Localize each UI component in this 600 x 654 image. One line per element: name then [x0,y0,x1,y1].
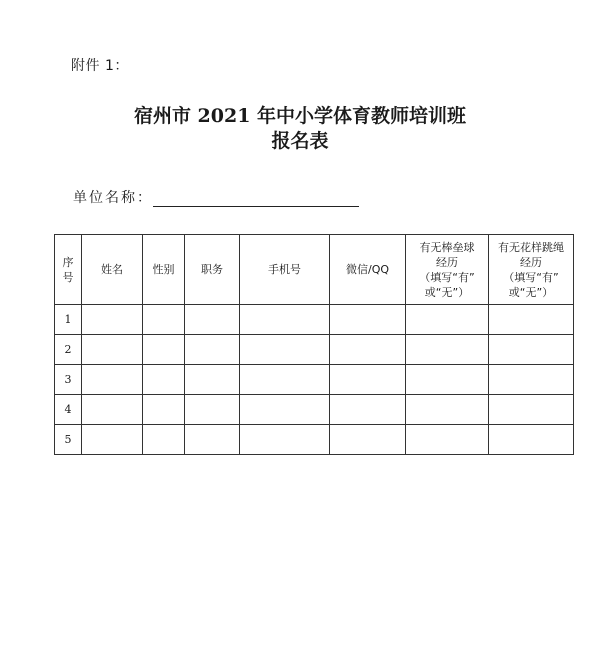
table-cell[interactable] [240,305,330,335]
table-row [55,335,574,365]
form-title-line2: 报名表 [271,130,329,152]
table-cell[interactable] [240,335,330,365]
table-cell[interactable] [143,335,185,365]
registration-table [54,234,574,455]
table-cell[interactable] [330,365,406,395]
table-row [55,425,574,455]
table-cell[interactable] [406,425,489,455]
row-index: 1 [55,305,82,335]
row-index: 4 [55,395,82,425]
table-cell[interactable] [143,365,185,395]
table-cell[interactable] [240,395,330,425]
table-row [55,365,574,395]
table-cell[interactable] [82,425,143,455]
header-wechat-qq: 微信/QQ [330,235,406,305]
table-cell[interactable] [330,335,406,365]
table-cell[interactable] [185,395,240,425]
table-cell[interactable] [240,365,330,395]
header-baseball-experience: 有无棒垒球 经历 （填写“有” 或“无”） [406,235,489,305]
table-cell[interactable] [406,365,489,395]
header-name: 姓名 [82,235,143,305]
form-title-line1: 宿州市 2021 年中小学体育教师培训班 [133,105,467,127]
table-cell[interactable] [185,305,240,335]
table-cell[interactable] [406,305,489,335]
table-cell[interactable] [143,305,185,335]
table-cell[interactable] [330,305,406,335]
table-cell[interactable] [143,425,185,455]
table-cell[interactable] [185,425,240,455]
table-header-row [55,235,574,305]
table-cell[interactable] [240,425,330,455]
form-title [0,104,600,154]
table-cell[interactable] [185,335,240,365]
table-cell[interactable] [82,395,143,425]
table-body [55,305,574,455]
header-rope-skipping-experience: 有无花样跳绳 经历 （填写“有” 或“无”） [489,235,574,305]
header-phone: 手机号 [240,235,330,305]
table-cell[interactable] [406,335,489,365]
table-cell[interactable] [406,395,489,425]
header-index: 序 号 [55,235,82,305]
table-cell[interactable] [82,365,143,395]
table-row [55,305,574,335]
attachment-label: 附件 1： [71,58,129,74]
table-cell[interactable] [489,305,574,335]
table-cell[interactable] [185,365,240,395]
table-cell[interactable] [489,365,574,395]
table-row [55,395,574,425]
table-cell[interactable] [489,395,574,425]
table-cell[interactable] [143,395,185,425]
header-position: 职务 [185,235,240,305]
table-cell[interactable] [330,425,406,455]
table-cell[interactable] [489,425,574,455]
table-cell[interactable] [330,395,406,425]
row-index: 5 [55,425,82,455]
unit-name-field[interactable] [153,206,359,207]
row-index: 2 [55,335,82,365]
unit-name-label: 单位名称： [73,190,153,206]
header-gender: 性别 [143,235,185,305]
table-cell[interactable] [82,335,143,365]
row-index: 3 [55,365,82,395]
table-cell[interactable] [489,335,574,365]
table-cell[interactable] [82,305,143,335]
